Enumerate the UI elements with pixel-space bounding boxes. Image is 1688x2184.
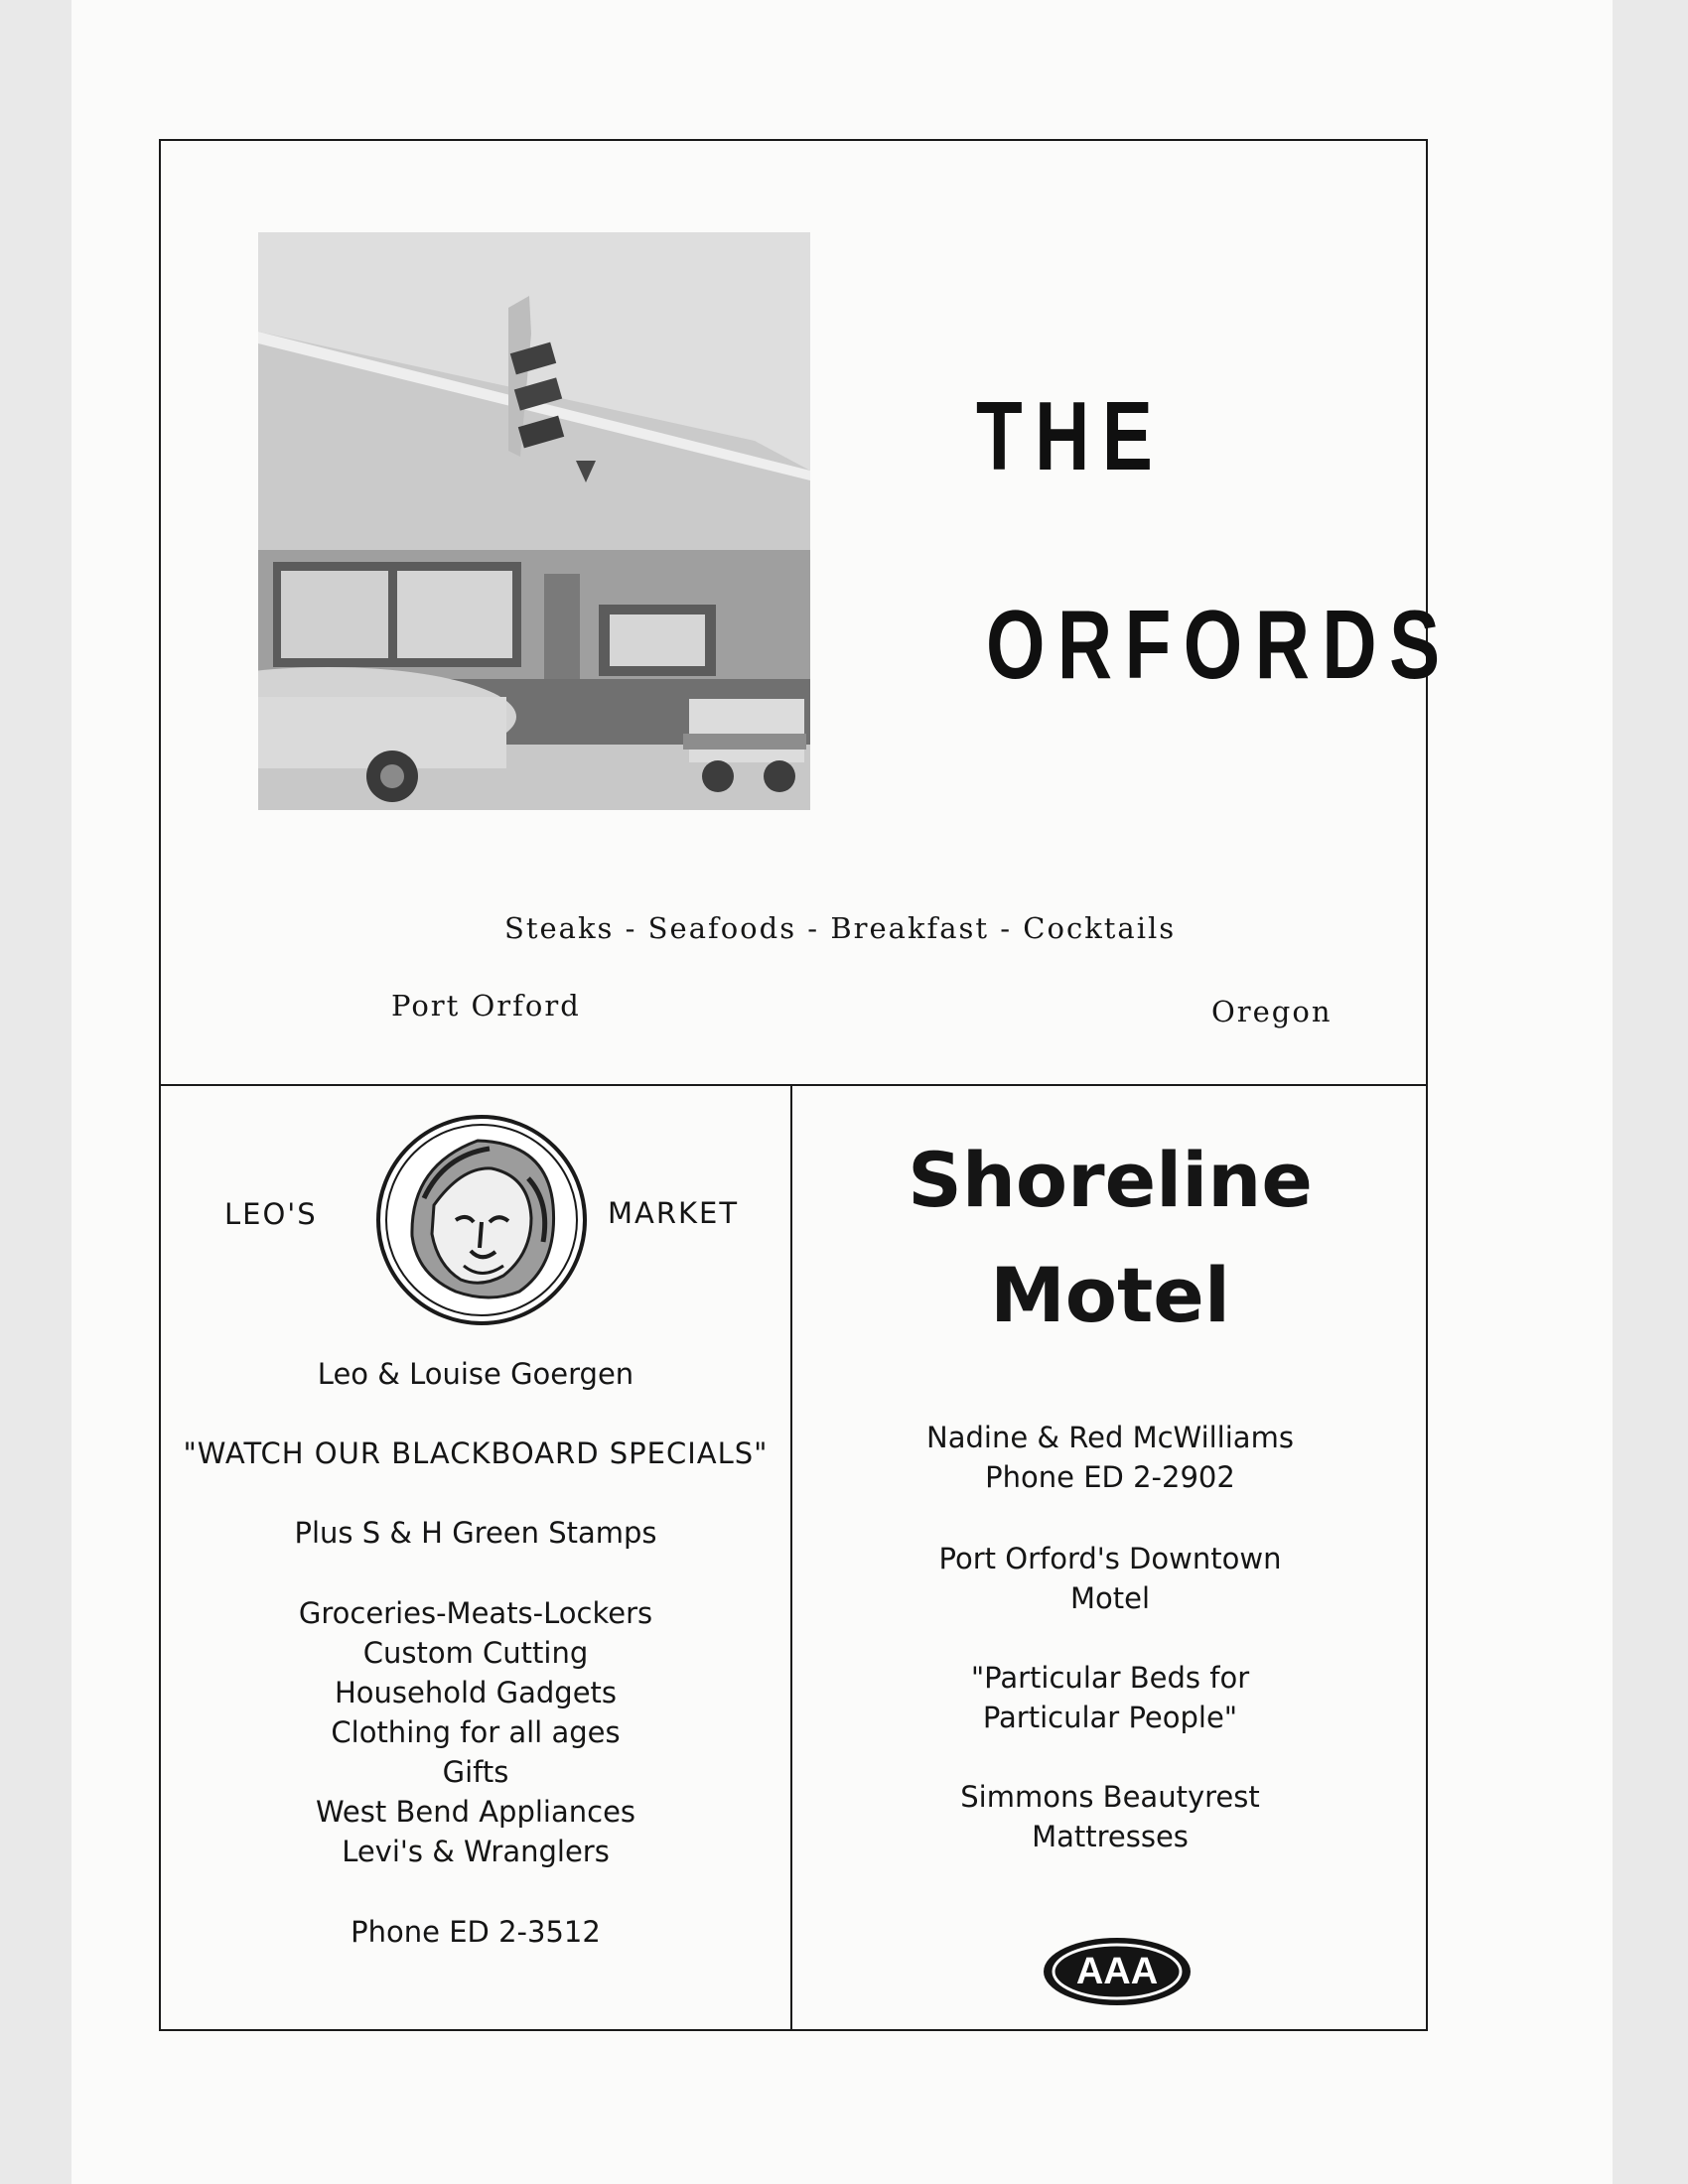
shoreline-quote-line1: "Particular Beds for [970,1661,1250,1695]
leos-name-left: LEO'S [224,1197,318,1231]
lion-logo-icon [372,1111,591,1329]
leos-item: Levi's & Wranglers [342,1835,610,1868]
shoreline-phone: Phone ED 2-2902 [985,1460,1235,1494]
leos-item: Custom Cutting [362,1636,589,1670]
shoreline-title-line1: Shoreline [908,1136,1313,1224]
orfords-title-line2: ORFORDS [986,590,1453,699]
leos-item: Gifts [442,1755,509,1789]
aaa-badge-icon [1040,1934,1195,2009]
leos-owners: Leo & Louise Goergen [317,1357,634,1391]
orfords-title-line1: THE [976,381,1166,490]
leos-item: West Bend Appliances [315,1795,636,1829]
shoreline-quote-line2: Particular People" [982,1701,1238,1734]
leos-item: Groceries-Meats-Lockers [298,1596,653,1630]
leos-stamps: Plus S & H Green Stamps [294,1516,657,1550]
orfords-location-left: Port Orford [391,989,581,1023]
horizontal-divider [159,1084,1428,1086]
shoreline-title-line2: Motel [990,1251,1230,1339]
orfords-tagline: Steaks - Seafoods - Breakfast - Cocktails [504,911,1177,945]
leos-phone: Phone ED 2-3512 [351,1915,601,1949]
leos-name-right: MARKET [608,1196,740,1230]
shoreline-mattress-line1: Simmons Beautyrest [960,1780,1260,1814]
orfords-location-right: Oregon [1211,995,1333,1028]
aaa-badge-text: AAA [1075,1951,1159,1992]
restaurant-photo-illustration [258,232,810,810]
restaurant-photo [258,232,810,810]
shoreline-desc-line1: Port Orford's Downtown [938,1542,1282,1575]
leos-slogan: "WATCH OUR BLACKBOARD SPECIALS" [183,1436,769,1470]
shoreline-mattress-line2: Mattresses [1032,1820,1189,1853]
shoreline-owners: Nadine & Red McWilliams [926,1421,1294,1454]
leos-item: Clothing for all ages [331,1715,621,1749]
leos-item: Household Gadgets [334,1676,618,1709]
shoreline-desc-line2: Motel [1069,1581,1151,1615]
